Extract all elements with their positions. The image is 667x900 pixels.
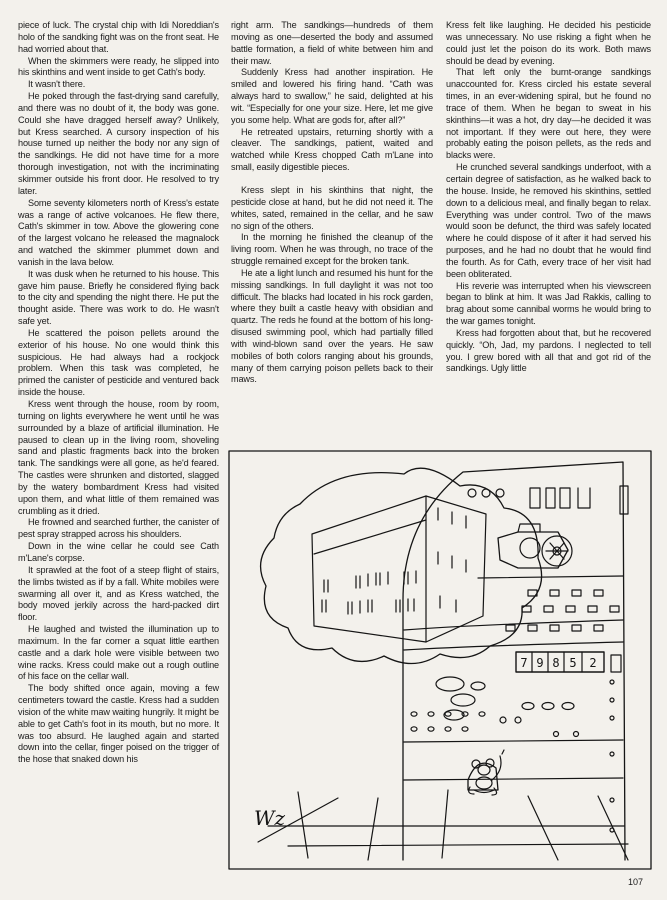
paragraph: He crunched several sandkings underfoot, with a certain degree of satisfaction, as he walked back to the house. Inside, he removed his skinthins, settled down to a delicious meal, and finally began to relax. Everything was under control. Two of the maws would soon be defunct, the third was safely located where he could dispose of it after it had served his purposes, and he had no doubt that he would find the fourth. As for Cath, every trace of her visit had been obliterated. — [446, 162, 651, 279]
paragraph: Some seventy kilometers north of Kress's estate was a range of active volcanoes. He flew there, Cath's skimmer in tow. Above the glowering cone of the largest volcano he released the magnalock and watched the skimmer plummet down and vanish in the lava below. — [18, 197, 219, 267]
console-rivets — [610, 680, 614, 832]
paragraph: He retreated upstairs, returning shortly with a cleaver. The sandkings, patient, waited and watched while Kress chopped Cath m'Lane into small, easily digestible pieces. — [231, 126, 433, 173]
paragraph: That left only the burnt-orange sandkings unaccounted for. Kress circled his estate several times, in an ever-widening spiral, but he found no trace of them. When he began to sweat in his skinthins—it was a hot, dry day—he decided it was not important. If they were out here, they were probably eating the poison pellets, as the reds and blacks were. — [446, 67, 651, 161]
thought-bubbles — [436, 677, 485, 720]
svg-text:Wz: Wz — [254, 806, 286, 830]
counter-digit: 8 — [552, 656, 560, 670]
paragraph: He frowned and searched further, the canister of pest spray strapped across his shoulders. — [18, 517, 219, 540]
counter-digit: 2 — [589, 656, 597, 670]
console-indicator-lights — [468, 489, 504, 497]
paragraph: piece of luck. The crystal chip with Idi Noreddian's holo of the sandking fight was on the front seat. He had worried about that. — [18, 20, 219, 54]
paragraph: Kress went through the house, room by room, turning on lights everywhere he went until he was surrounded by a blaze of artificial illumination. He paused to clean up in the living room, shoveling sand and plastic fragments back into the broken tank. The sandkings were all gone, as he'd feared. The castles were shrunken and distorted, slagged by the watery bombardment Kress had visited upon them, and what little of them remained was crumbling as it dried. — [18, 399, 219, 516]
text-column-1 — [18, 20, 219, 766]
paragraph: His reverie was interrupted when his viewscreen began to blink at him. It was Jad Rakkis, calling to brag about some cannibal worms he would bring to the war games tonight. — [446, 280, 651, 327]
console-machine — [403, 462, 628, 860]
paragraph: He poked through the fast-drying sand carefully, and there was no doubt of it, the body was gone. Could she have dragged herself away? Unlikely, but Kress searched. A cursory inspection of his house turned up neither the body nor any sign of the sandkings. He did not have time for a more thorough investigation, not with the incriminating skimmer outside his front door. He resolved to try later. — [18, 91, 219, 196]
paragraph: He scattered the poison pellets around the exterior of his house. No one would think this suspicious. He had always had a rockjock problem. When this task was completed, he primed the canister of pesticide and ventured back inside the house. — [18, 327, 219, 398]
counter-digit: 5 — [569, 656, 577, 670]
paragraph: He laughed and twisted the illumination up to maximum. In the far corner a squat little earthen castle and a dark hole were visible between two wine racks. Kress could make out a rough outline of his face on the cellar wall. — [18, 624, 219, 682]
paragraph: Kress slept in his skinthins that night, the pesticide close at hand, but he did not need it. The whites, sated, remained in the cellar, and he saw no sign of the others. — [231, 184, 433, 231]
paragraph: The body shifted once again, moving a few centimeters toward the castle. Kress had a sudden vision of the white maw waiting hungrily. It might be able to get Cath's foot in its mouth, but no more. It was too absurd. He laughed again and started down into the cellar, finger poised on the trigger of the hose that snaked down his — [18, 683, 219, 765]
paragraph: He ate a light lunch and resumed his hunt for the missing sandkings. In full daylight it was not too difficult. The blacks had located in his rock garden, where they built a castle heavy with obsidian and quartz. The reds he found at the bottom of his long-disused swimming pool, which had partially filled with wind-blown sand over the years. He saw mobiles of both colors ranging about his grounds, many of them carrying poison pellets back to their maws. — [231, 267, 433, 385]
counter-digit: 9 — [536, 656, 544, 670]
text-column-2 — [231, 20, 433, 386]
paragraph: It sprawled at the foot of a steep flight of stairs, the limbs twisted as if by a fall. White mobiles were swarming all over it, and as Kress watched, the body moved jerkily across the hard-packed dirt floor. — [18, 564, 219, 623]
paragraph: When the skimmers were ready, he slipped into his skinthins and went inside to get Cath's body. — [18, 55, 219, 78]
paragraph: It was dusk when he returned to his house. This gave him pause. Briefly he considered flying back to the city and spending the night there. He put the thought aside. There was work to do. He wasn't safe yet. — [18, 268, 219, 327]
floor-grid — [258, 790, 628, 860]
paragraph: Kress felt like laughing. He decided his pesticide was unnecessary. No use risking a fight when he could just let the poison do its work. Both maws should be dead by evening. — [446, 20, 651, 66]
paragraph: Kress had forgotten about that, but he recovered quickly. “Oh, Jad, my pardons. I neglected to tell you. I grew bored with all that and got rid of the sandkings. Ugly little — [446, 327, 651, 374]
paragraph: It wasn't there. — [28, 79, 86, 90]
counter-display — [516, 652, 621, 672]
illustration-frame — [229, 451, 651, 869]
paragraph: Suddenly Kress had another inspiration. He smiled and lowered his firing hand. “Cath was always hard to swallow,” he said, delighted at his wit. “Especially for one your size. Here, let me give you some help. What are gods for, after all?” — [231, 67, 433, 125]
console-lamps — [506, 590, 619, 631]
illustration — [228, 450, 652, 870]
paragraph: In the morning he finished the cleanup of the living room. When he was through, no trace of the struggle remained except for the broken tank. — [231, 232, 433, 267]
artist-signature — [254, 806, 286, 830]
paragraph: right arm. The sandkings—hundreds of them moving as one—deserted the body and assumed battle formation, a field of white between him and their maw. — [231, 20, 433, 66]
text-column-3 — [446, 20, 651, 375]
paragraph: Down in the wine cellar he could see Cath m'Lane's corpse. — [18, 541, 219, 563]
console-panels-top — [530, 486, 628, 514]
mouse-creature — [468, 750, 504, 795]
thought-building — [312, 496, 486, 642]
counter-digit: 7 — [520, 656, 528, 670]
page-number: 107 — [627, 877, 643, 887]
console-buttons — [411, 703, 579, 737]
